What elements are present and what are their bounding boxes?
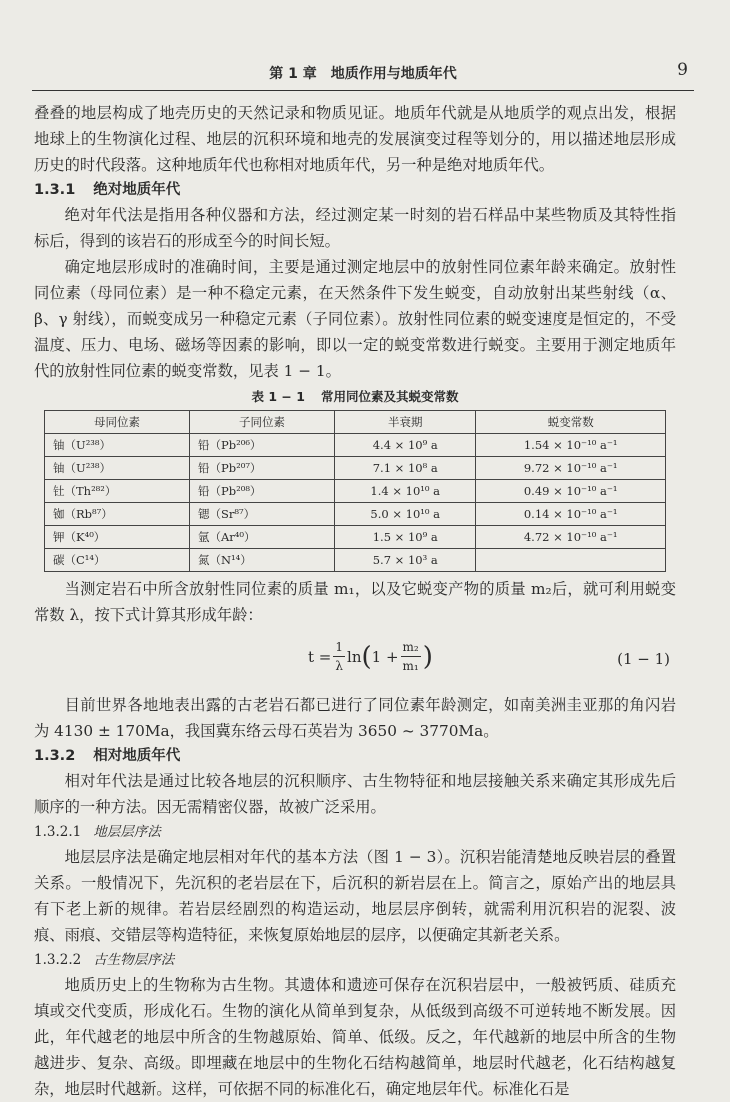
column-header: 子同位素 bbox=[190, 411, 335, 434]
table-cell: 4.4 × 10⁹ a bbox=[335, 434, 476, 457]
table-cell: 1.54 × 10⁻¹⁰ a⁻¹ bbox=[476, 434, 666, 457]
fraction-denominator: λ bbox=[335, 659, 343, 673]
table-row bbox=[45, 480, 666, 503]
section-title: 绝对地质年代 bbox=[93, 182, 181, 198]
table-cell: 0.49 × 10⁻¹⁰ a⁻¹ bbox=[476, 480, 666, 503]
table-cell bbox=[476, 549, 666, 572]
table-caption-number: 表 1 − 1 bbox=[251, 389, 305, 404]
fraction bbox=[401, 638, 421, 675]
table-cell: 7.1 × 10⁸ a bbox=[335, 457, 476, 480]
subsection-number: 1.3.2.2 bbox=[34, 952, 82, 968]
section-heading bbox=[34, 744, 676, 768]
paragraph: 目前世界各地地表出露的古老岩石都已进行了同位素年龄测定，如南美洲圭亚那的角闪岩为 4130 ± 170Ma，我国冀东络云母石英岩为 3650 ~ 3770Ma。 bbox=[34, 696, 676, 740]
paragraph: 地质历史上的生物称为古生物。其遗体和遗迹可保存在沉积岩层中，一般被钙质、硅质充填或交代变质，形成化石。生物的演化从简单到复杂，从低级到高级不可逆转地不断发展。因此，年代越老的地层中所含的生物越原始、简单、低级。反之，年代越新的地层中所含的生物越进步、复杂、高级。即埋藏在地层中的生物化石结构越简单，地层时代越老，化石结构越复杂，地层时代越新。这样，可依据不同的标准化石，确定地层年代。标准化石是 bbox=[34, 976, 676, 1098]
table-header-row bbox=[45, 411, 666, 434]
section-number: 1.3.2 bbox=[34, 748, 76, 764]
isotope-table bbox=[44, 410, 666, 572]
table-cell: 铅（Pb²⁰⁷） bbox=[190, 457, 335, 480]
page-header bbox=[32, 60, 694, 91]
paragraph: 叠叠的地层构成了地壳历史的天然记录和物质见证。地质年代就是从地质学的观点出发，根据地球上的生物演化过程、地层的沉积环境和地壳的发展演变过程等划分的，用以描述地层形成历史的时代段落。这种地质年代也称相对地质年代，另一种是绝对地质年代。 bbox=[34, 104, 676, 174]
table-cell: 氮（N¹⁴） bbox=[190, 549, 335, 572]
section-heading bbox=[34, 178, 676, 202]
table-cell: 碳（C¹⁴） bbox=[45, 549, 190, 572]
subsection-title: 古生物层序法 bbox=[93, 952, 175, 968]
paragraph: 当测定岩石中所含放射性同位素的质量 m₁，以及它蜕变产物的质量 m₂后，就可利用蜕变常数 λ，按下式计算其形成年龄： bbox=[34, 580, 676, 624]
table-cell: 0.14 × 10⁻¹⁰ a⁻¹ bbox=[476, 503, 666, 526]
section-number: 1.3.1 bbox=[34, 182, 76, 198]
fraction-numerator: 1 bbox=[333, 638, 345, 657]
fraction-numerator: m₂ bbox=[401, 638, 421, 657]
table-caption-title: 常用同位素及其蜕变常数 bbox=[320, 389, 459, 404]
table-cell: 铅（Pb²⁰⁶） bbox=[190, 434, 335, 457]
column-header: 半衰期 bbox=[335, 411, 476, 434]
ln-symbol: ln bbox=[347, 647, 362, 666]
table-cell: 铀（U²³⁸） bbox=[45, 457, 190, 480]
table-cell: 9.72 × 10⁻¹⁰ a⁻¹ bbox=[476, 457, 666, 480]
paragraph: 地层层序法是确定地层相对年代的基本方法（图 1 − 3）。沉积岩能清楚地反映岩层的叠置关系。一般情况下，先沉积的老岩层在下，后沉积的新岩层在上。简言之，原始产出的地层具有下老上新的规律。若岩层经剧烈的构造运动，地层层序倒转，就需利用沉积岩的泥裂、波痕、雨痕、交错层等构造特征，来恢复原始地层的层序，以便确定其新老关系。 bbox=[34, 848, 676, 944]
table-cell: 锶（Sr⁸⁷） bbox=[190, 503, 335, 526]
table-row bbox=[45, 457, 666, 480]
table-cell: 铀（U²³⁸） bbox=[45, 434, 190, 457]
right-paren-glyph: ) bbox=[422, 641, 433, 672]
left-paren-glyph: ( bbox=[361, 641, 372, 672]
formula-expression bbox=[308, 638, 433, 675]
subsection-title: 地层层序法 bbox=[93, 824, 161, 840]
chapter-title: 第 1 章 地质作用与地质年代 bbox=[269, 66, 457, 82]
table-cell: 5.0 × 10¹⁰ a bbox=[335, 503, 476, 526]
fraction-denominator: m₁ bbox=[402, 659, 419, 673]
paragraph: 绝对年代法是指用各种仪器和方法，经过测定某一时刻的岩石样品中某些物质及其特性指标后，得到的该岩石的形成至今的时间长短。 bbox=[34, 206, 676, 250]
formula-one-plus: 1 + bbox=[371, 647, 399, 666]
fraction bbox=[333, 638, 345, 675]
page-body bbox=[34, 100, 676, 1102]
page-number: 9 bbox=[677, 60, 688, 80]
table-cell: 1.5 × 10⁹ a bbox=[335, 526, 476, 549]
paragraph: 相对年代法是通过比较各地层的沉积顺序、古生物特征和地层接触关系来确定其形成先后顺序的一种方法。因无需精密仪器，故被广泛采用。 bbox=[34, 772, 676, 816]
table-cell: 铷（Rb⁸⁷） bbox=[45, 503, 190, 526]
column-header: 蜕变常数 bbox=[476, 411, 666, 434]
table-caption bbox=[34, 386, 676, 408]
age-formula bbox=[34, 630, 676, 690]
subsection-heading bbox=[34, 820, 676, 844]
table-cell: 铅（Pb²⁰⁸） bbox=[190, 480, 335, 503]
table-cell: 氩（Ar⁴⁰） bbox=[190, 526, 335, 549]
section-title: 相对地质年代 bbox=[93, 748, 181, 764]
table-cell: 钾（K⁴⁰） bbox=[45, 526, 190, 549]
table-cell: 4.72 × 10⁻¹⁰ a⁻¹ bbox=[476, 526, 666, 549]
column-header: 母同位素 bbox=[45, 411, 190, 434]
subsection-number: 1.3.2.1 bbox=[34, 824, 82, 840]
subsection-heading bbox=[34, 948, 676, 972]
table-row bbox=[45, 526, 666, 549]
table-row bbox=[45, 503, 666, 526]
table-row bbox=[45, 434, 666, 457]
formula-lhs: t = bbox=[308, 647, 332, 666]
table-cell: 5.7 × 10³ a bbox=[335, 549, 476, 572]
equation-number: (1 − 1) bbox=[617, 650, 670, 668]
table-row bbox=[45, 549, 666, 572]
table-cell: 1.4 × 10¹⁰ a bbox=[335, 480, 476, 503]
paragraph: 确定地层形成时的准确时间，主要是通过测定地层中的放射性同位素年龄来确定。放射性同位素（母同位素）是一种不稳定元素，在天然条件下发生蜕变，自动放射出某些射线（α、β、γ 射线），而蜕变成另一种稳定元素（子同位素）。放射性同位素的蜕变速度是恒定的，不受温度、压力、电场、磁场等因素的影响，即以一定的蜕变常数进行蜕变。主要用于测定地质年代的放射性同位素的蜕变常数，见表 1 − 1。 bbox=[34, 258, 676, 380]
table-cell: 钍（Th²⁸²） bbox=[45, 480, 190, 503]
